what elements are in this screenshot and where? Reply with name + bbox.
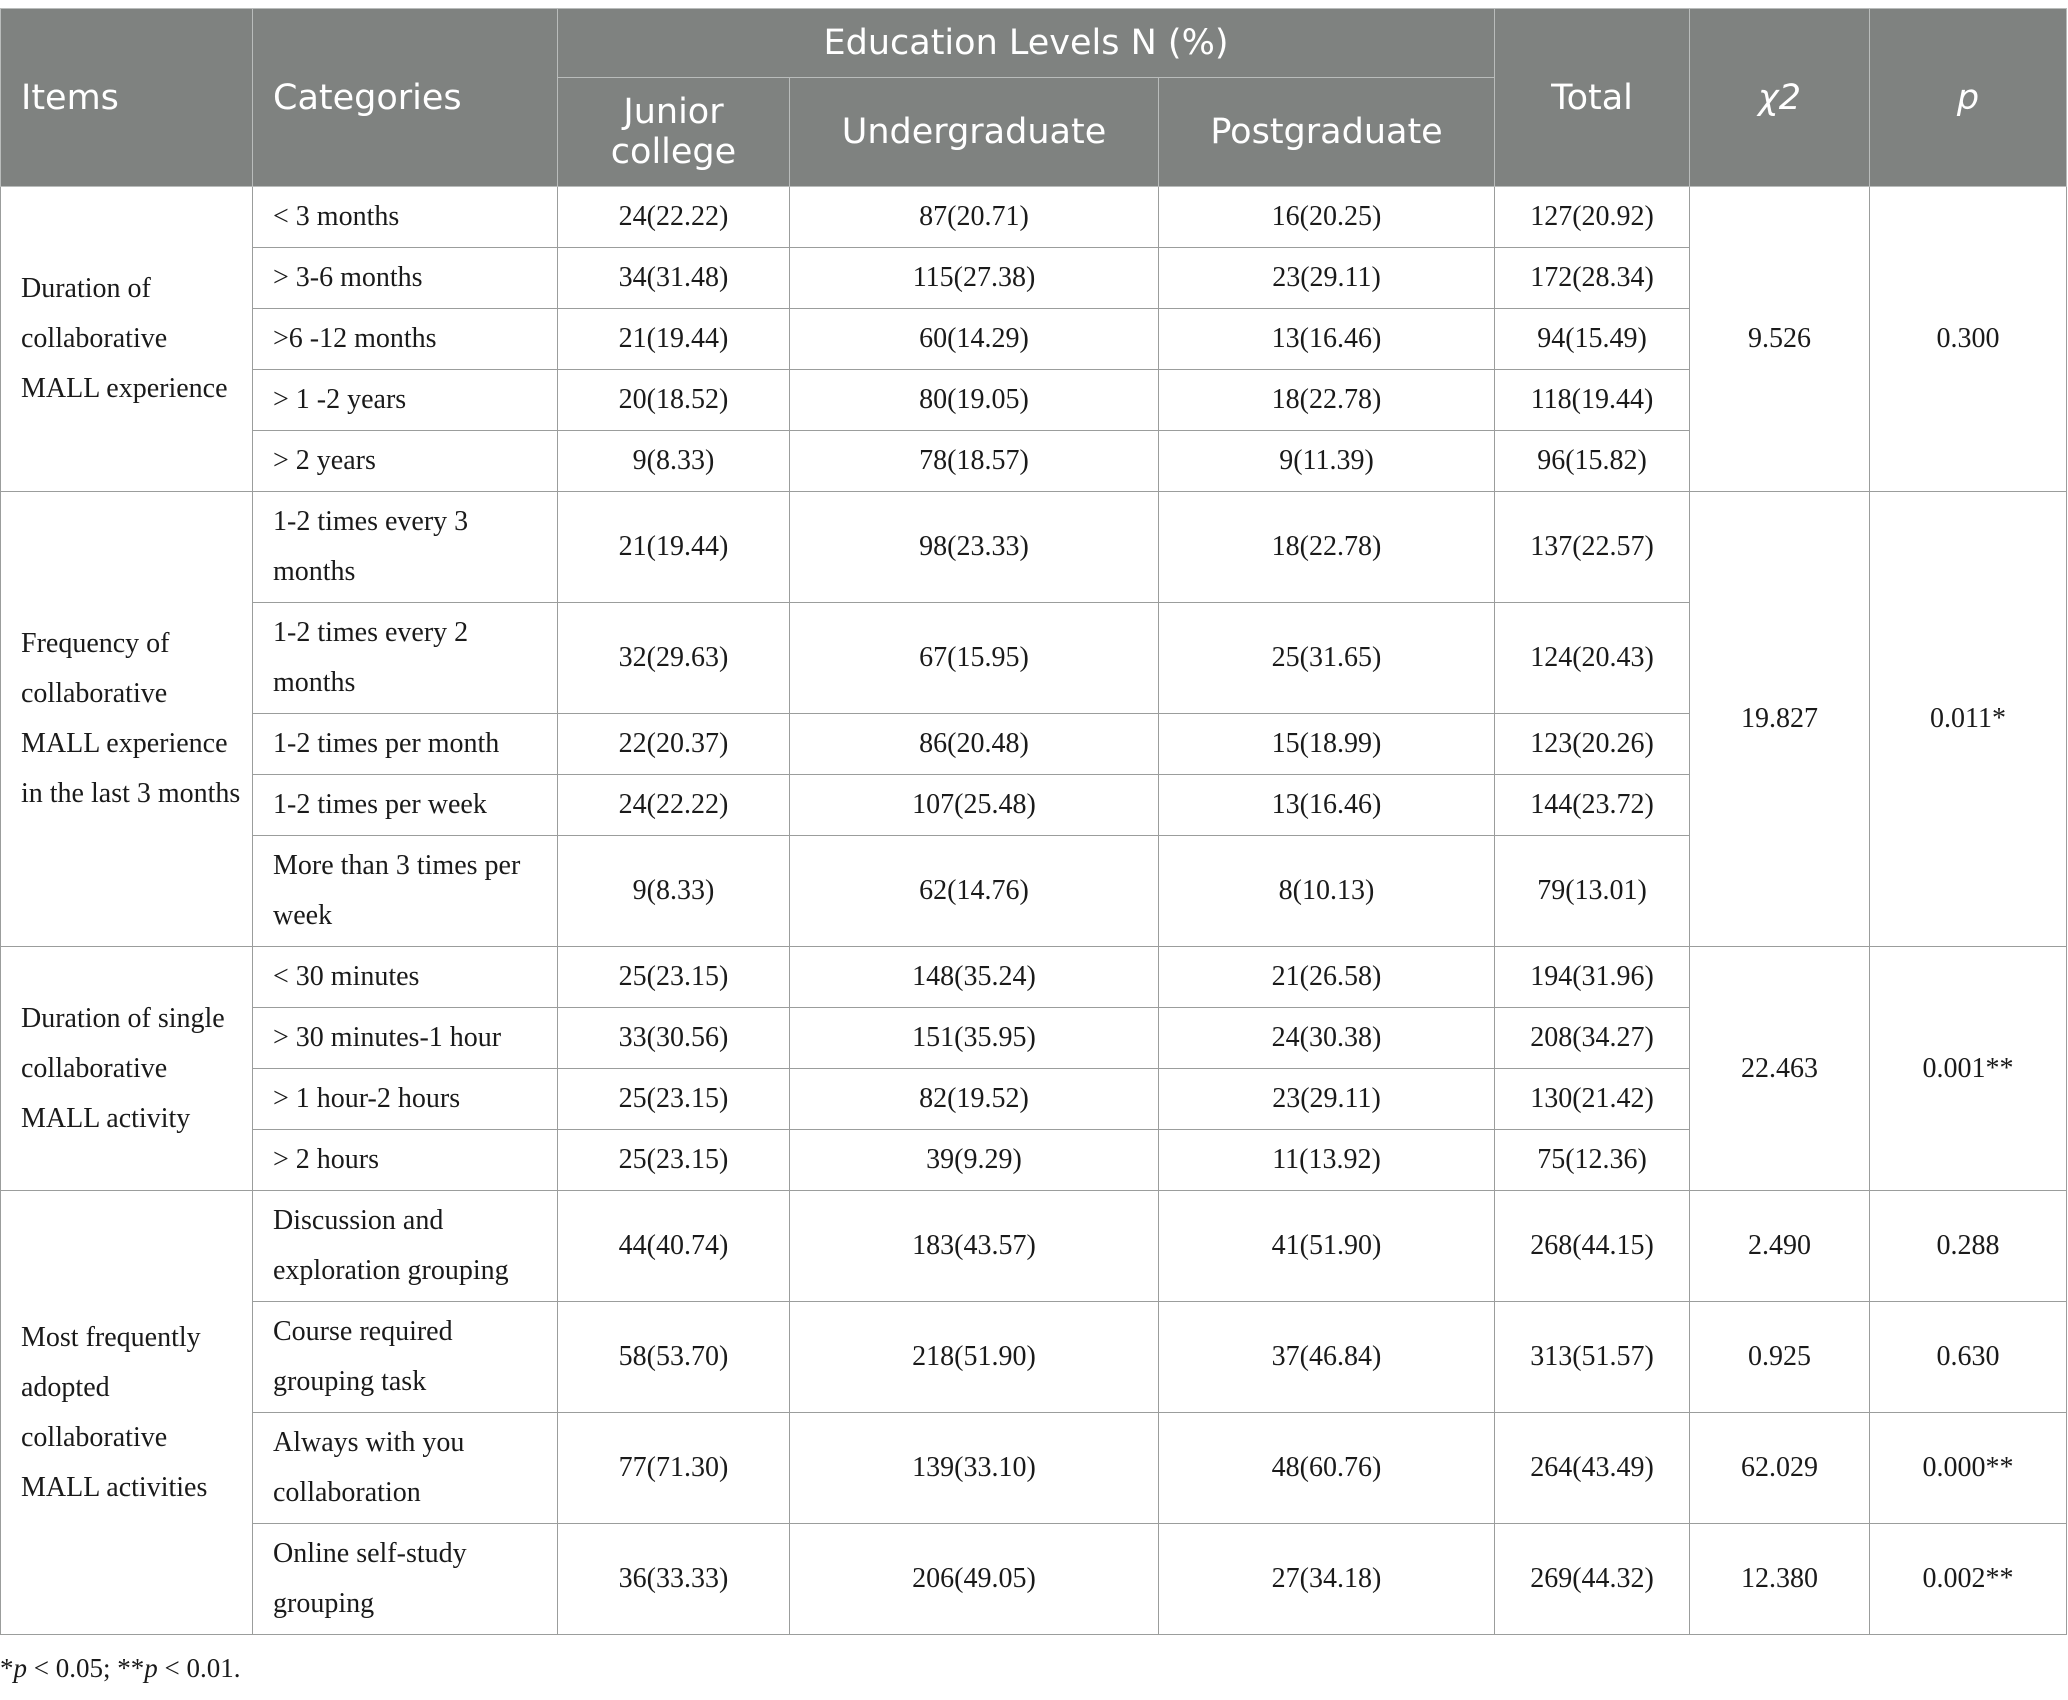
total-value: 130(21.42) <box>1495 1069 1690 1130</box>
junior-value: 44(40.74) <box>558 1191 790 1302</box>
total-value: 313(51.57) <box>1495 1302 1690 1413</box>
chi2-value: 19.827 <box>1690 492 1870 947</box>
postgrad-value: 27(34.18) <box>1159 1524 1495 1635</box>
postgrad-value: 21(26.58) <box>1159 947 1495 1008</box>
category-cell: 1-2 times every 2 months <box>253 603 558 714</box>
postgrad-value: 18(22.78) <box>1159 492 1495 603</box>
item-frequency-experience: Frequency of collaborative MALL experience in the last 3 months <box>1 492 253 947</box>
table-row <box>1 1302 2067 1413</box>
total-value: 79(13.01) <box>1495 836 1690 947</box>
postgrad-value: 16(20.25) <box>1159 187 1495 248</box>
junior-value: 21(19.44) <box>558 492 790 603</box>
total-value: 269(44.32) <box>1495 1524 1690 1635</box>
category-cell: >6 -12 months <box>253 309 558 370</box>
postgrad-value: 13(16.46) <box>1159 775 1495 836</box>
total-value: 124(20.43) <box>1495 603 1690 714</box>
undergrad-value: 39(9.29) <box>790 1130 1159 1191</box>
postgrad-value: 13(16.46) <box>1159 309 1495 370</box>
category-cell: > 2 hours <box>253 1130 558 1191</box>
junior-value: 32(29.63) <box>558 603 790 714</box>
undergrad-value: 82(19.52) <box>790 1069 1159 1130</box>
undergrad-value: 78(18.57) <box>790 431 1159 492</box>
undergrad-value: 107(25.48) <box>790 775 1159 836</box>
category-cell: > 30 minutes-1 hour <box>253 1008 558 1069</box>
footnote-p-2: p <box>144 1653 158 1683</box>
category-cell: Course required grouping task <box>253 1302 558 1413</box>
chi2-value: 2.490 <box>1690 1191 1870 1302</box>
footnote-p-1: p <box>13 1653 27 1683</box>
undergrad-value: 183(43.57) <box>790 1191 1159 1302</box>
junior-value: 25(23.15) <box>558 947 790 1008</box>
total-value: 96(15.82) <box>1495 431 1690 492</box>
total-value: 75(12.36) <box>1495 1130 1690 1191</box>
header-postgraduate: Postgraduate <box>1159 78 1495 187</box>
p-value: 0.001** <box>1870 947 2067 1191</box>
junior-value: 22(20.37) <box>558 714 790 775</box>
table-row <box>1 1191 2067 1302</box>
undergrad-value: 115(27.38) <box>790 248 1159 309</box>
junior-value: 20(18.52) <box>558 370 790 431</box>
category-cell: > 3-6 months <box>253 248 558 309</box>
p-value: 0.300 <box>1870 187 2067 492</box>
chi2-value: 22.463 <box>1690 947 1870 1191</box>
chi2-value: 62.029 <box>1690 1413 1870 1524</box>
total-value: 127(20.92) <box>1495 187 1690 248</box>
undergrad-value: 206(49.05) <box>790 1524 1159 1635</box>
footnote-star-1: * <box>0 1653 14 1683</box>
postgrad-value: 37(46.84) <box>1159 1302 1495 1413</box>
postgrad-value: 24(30.38) <box>1159 1008 1495 1069</box>
header-chi2: χ2 <box>1690 9 1870 187</box>
p-value: 0.630 <box>1870 1302 2067 1413</box>
item-duration-single-activity: Duration of single collaborative MALL activity <box>1 947 253 1191</box>
total-value: 194(31.96) <box>1495 947 1690 1008</box>
table-footnote <box>0 1653 240 1684</box>
category-cell: > 2 years <box>253 431 558 492</box>
total-value: 208(34.27) <box>1495 1008 1690 1069</box>
total-value: 268(44.15) <box>1495 1191 1690 1302</box>
category-cell: > 1 -2 years <box>253 370 558 431</box>
table-row <box>1 187 2067 248</box>
undergrad-value: 148(35.24) <box>790 947 1159 1008</box>
header-items: Items <box>1 9 253 187</box>
header-p: p <box>1870 9 2067 187</box>
results-table <box>0 8 2067 1635</box>
junior-value: 25(23.15) <box>558 1069 790 1130</box>
header-categories: Categories <box>253 9 558 187</box>
postgrad-value: 41(51.90) <box>1159 1191 1495 1302</box>
total-value: 172(28.34) <box>1495 248 1690 309</box>
postgrad-value: 23(29.11) <box>1159 248 1495 309</box>
undergrad-value: 139(33.10) <box>790 1413 1159 1524</box>
junior-value: 36(33.33) <box>558 1524 790 1635</box>
junior-value: 24(22.22) <box>558 775 790 836</box>
p-value: 0.011* <box>1870 492 2067 947</box>
chi2-value: 12.380 <box>1690 1524 1870 1635</box>
undergrad-value: 218(51.90) <box>790 1302 1159 1413</box>
postgrad-value: 23(29.11) <box>1159 1069 1495 1130</box>
category-cell: Online self-study grouping <box>253 1524 558 1635</box>
category-cell: Always with you collaboration <box>253 1413 558 1524</box>
chi2-value: 0.925 <box>1690 1302 1870 1413</box>
undergrad-value: 62(14.76) <box>790 836 1159 947</box>
category-cell: < 30 minutes <box>253 947 558 1008</box>
total-value: 94(15.49) <box>1495 309 1690 370</box>
category-cell: 1-2 times every 3 months <box>253 492 558 603</box>
junior-value: 33(30.56) <box>558 1008 790 1069</box>
total-value: 137(22.57) <box>1495 492 1690 603</box>
category-cell: 1-2 times per month <box>253 714 558 775</box>
header-education-levels: Education Levels N (%) <box>558 9 1495 78</box>
item-duration-experience: Duration of collaborative MALL experience <box>1 187 253 492</box>
postgrad-value: 8(10.13) <box>1159 836 1495 947</box>
header-junior-college: Junior college <box>558 78 790 187</box>
table-row <box>1 947 2067 1008</box>
p-value: 0.288 <box>1870 1191 2067 1302</box>
undergrad-value: 60(14.29) <box>790 309 1159 370</box>
total-value: 123(20.26) <box>1495 714 1690 775</box>
postgrad-value: 18(22.78) <box>1159 370 1495 431</box>
category-cell: Discussion and exploration grouping <box>253 1191 558 1302</box>
p-value: 0.000** <box>1870 1413 2067 1524</box>
junior-value: 24(22.22) <box>558 187 790 248</box>
postgrad-value: 9(11.39) <box>1159 431 1495 492</box>
total-value: 144(23.72) <box>1495 775 1690 836</box>
table-row <box>1 492 2067 603</box>
undergrad-value: 151(35.95) <box>790 1008 1159 1069</box>
table-row <box>1 1524 2067 1635</box>
header-row-1 <box>1 9 2067 78</box>
postgrad-value: 15(18.99) <box>1159 714 1495 775</box>
header-undergraduate: Undergraduate <box>790 78 1159 187</box>
junior-value: 58(53.70) <box>558 1302 790 1413</box>
footnote-cond-2: < 0.01. <box>157 1653 241 1683</box>
undergrad-value: 80(19.05) <box>790 370 1159 431</box>
footnote-cond-1: < 0.05; <box>27 1653 118 1683</box>
category-cell: > 1 hour-2 hours <box>253 1069 558 1130</box>
item-most-frequent-activities: Most frequently adopted collaborative MALL activities <box>1 1191 253 1635</box>
p-value: 0.002** <box>1870 1524 2067 1635</box>
junior-value: 9(8.33) <box>558 836 790 947</box>
postgrad-value: 25(31.65) <box>1159 603 1495 714</box>
total-value: 118(19.44) <box>1495 370 1690 431</box>
undergrad-value: 86(20.48) <box>790 714 1159 775</box>
undergrad-value: 67(15.95) <box>790 603 1159 714</box>
category-cell: < 3 months <box>253 187 558 248</box>
header-total: Total <box>1495 9 1690 187</box>
undergrad-value: 87(20.71) <box>790 187 1159 248</box>
junior-value: 77(71.30) <box>558 1413 790 1524</box>
junior-value: 9(8.33) <box>558 431 790 492</box>
table-row <box>1 1413 2067 1524</box>
footnote-star-2: ** <box>117 1653 145 1683</box>
chi2-value: 9.526 <box>1690 187 1870 492</box>
postgrad-value: 11(13.92) <box>1159 1130 1495 1191</box>
postgrad-value: 48(60.76) <box>1159 1413 1495 1524</box>
undergrad-value: 98(23.33) <box>790 492 1159 603</box>
category-cell: 1-2 times per week <box>253 775 558 836</box>
junior-value: 34(31.48) <box>558 248 790 309</box>
junior-value: 21(19.44) <box>558 309 790 370</box>
category-cell: More than 3 times per week <box>253 836 558 947</box>
total-value: 264(43.49) <box>1495 1413 1690 1524</box>
junior-value: 25(23.15) <box>558 1130 790 1191</box>
